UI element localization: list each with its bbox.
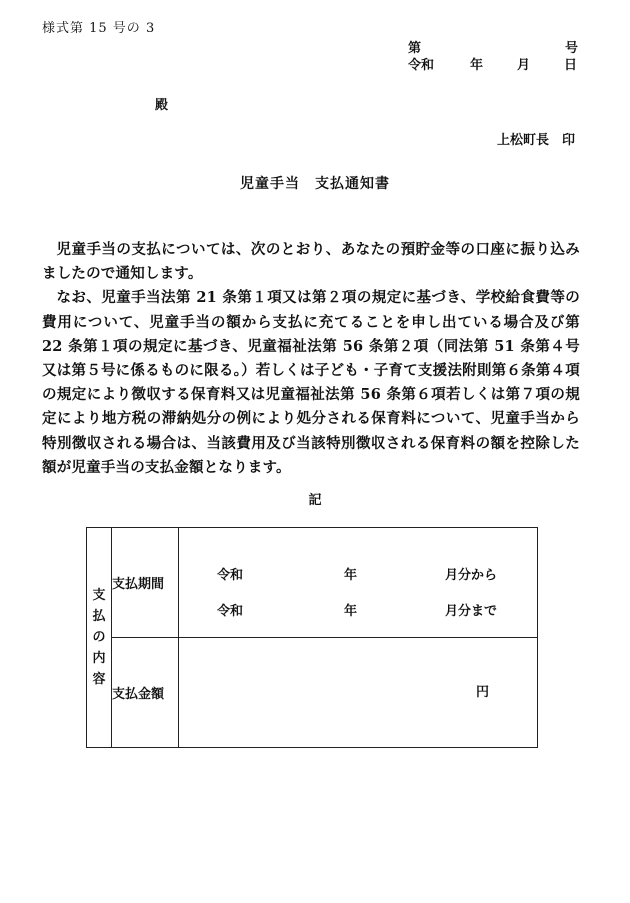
document-number-prefix: 第 — [408, 41, 422, 56]
payment-details-table — [86, 527, 538, 748]
payment-content-side-label — [87, 528, 112, 748]
payment-period-label: 支払期間 — [112, 528, 179, 638]
form-number: 様式第 15 号の 3 — [42, 21, 156, 36]
issue-date-year: 年 — [470, 58, 484, 73]
addressee-suffix: 殿 — [155, 98, 169, 113]
issuer: 上松町長 印 — [496, 133, 575, 148]
document-number-suffix: 号 — [564, 41, 578, 56]
payment-amount-label: 支払金額 — [112, 638, 179, 748]
side-label-char: 払 — [92, 609, 106, 624]
document-title: 児童手当 支払通知書 — [240, 176, 390, 192]
payment-period-cell — [179, 528, 538, 638]
period-from-year: 年 — [344, 568, 358, 583]
yen-unit: 円 — [475, 685, 489, 700]
issue-date-era: 令和 — [408, 58, 435, 73]
body-paragraph-2: なお、児童手当法第 21 条第１項又は第２項の規定に基づき、学校給食費等の費用について、児童手当の額から支払に充てることを申し出ている場合及び第 22 条第１項の規定に基づき、児童福祉法第 56 条第２項（同法第 51 条第４号又は第５号に係るものに限る。）若しくは子ども・子育て支援法附則第６条第４項の規定により徴収する保育料又は児童福祉法第 56 条第６項若しくは第７項の規定により地方税の滞納処分の例により処分される保育料について、児童手当から特別徴収される場合は、当該費用及び当該特別徴収される保育料の額を控除した額が児童手当の支払金額となります。 — [42, 289, 580, 476]
period-to-year: 年 — [344, 604, 358, 619]
period-from-suffix: 月分から — [445, 568, 498, 583]
issue-date-month: 月 — [517, 58, 531, 73]
side-label-char: の — [92, 630, 106, 645]
body-paragraph-1: 児童手当の支払については、次のとおり、あなたの預貯金等の口座に振り込みましたので通知します。 — [42, 241, 580, 283]
period-to-suffix: 月分まで — [445, 604, 498, 619]
period-from-era: 令和 — [217, 568, 244, 583]
side-label-char: 容 — [92, 672, 106, 687]
ki-heading: 記 — [308, 493, 322, 508]
issue-date-day: 日 — [564, 58, 578, 73]
notice-body — [42, 238, 580, 480]
side-label-char: 支 — [92, 588, 106, 603]
side-label-char: 内 — [92, 651, 106, 666]
period-to-era: 令和 — [217, 604, 244, 619]
payment-amount-cell — [179, 638, 538, 748]
